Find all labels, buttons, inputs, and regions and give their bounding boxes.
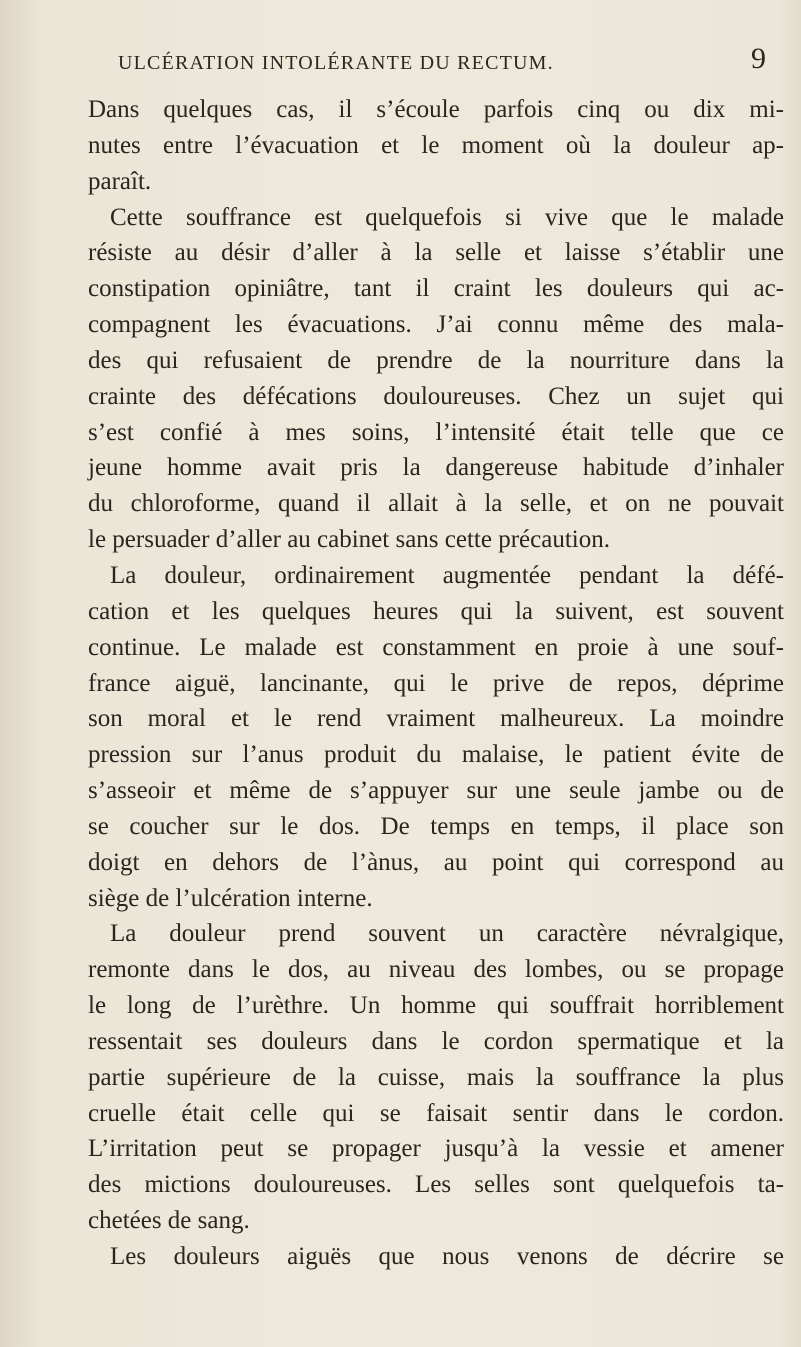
text-line: Dans quelques cas, il s’écoule parfois cinq ou dix mi- [88,96,784,123]
text-line: des mictions douloureuses. Les selles sont quelquefois ta- [88,1171,784,1199]
text-line: cruelle était celle qui se faisait sentir dans le cordon. [88,1099,784,1127]
text-line: nutes entre l’évacuation et le moment où la douleur ap- [88,131,784,159]
text-line: des qui refusaient de prendre de la nourriture dans la [88,346,784,374]
text-line: pression sur l’anus produit du malaise, le patient évite de [88,741,784,769]
text-line: s’est confié à mes soins, l’intensité était telle que ce [88,418,784,446]
text-line: se coucher sur le dos. De temps en temps, il place son [88,812,784,840]
text-line: La douleur, ordinairement augmentée pendant la défé- [110,561,784,589]
text-line: ressentait ses douleurs dans le cordon spermatique et la [88,1027,784,1055]
text-line: le long de l’urèthre. Un homme qui souffrait horriblement [88,992,784,1020]
text-line: La douleur prend souvent un caractère névralgique, [110,920,784,948]
text-line: son moral et le rend vraiment malheureux. La moindre [88,705,784,733]
text-line: constipation opiniâtre, tant il craint les douleurs qui ac- [88,275,784,303]
text-line: s’asseoir et même de s’appuyer sur une seule jambe ou de [88,777,784,805]
text-line: jeune homme avait pris la dangereuse habitude d’inhaler [88,454,784,482]
text-line: le persuader d’aller au cabinet sans cette précaution. [88,526,610,554]
text-line: chetées de sang. [88,1207,250,1235]
text-line: continue. Le malade est constamment en proie à une souf- [88,633,784,661]
text-line: compagnent les évacuations. J’ai connu même des mala- [88,311,784,339]
text-line: remonte dans le dos, au niveau des lombes, ou se propage [88,956,784,984]
text-line: france aiguë, lancinante, qui le prive de repos, déprime [88,669,784,697]
text-line: du chloroforme, quand il allait à la selle, et on ne pouvait [88,490,784,518]
text-line: paraît. [88,167,152,195]
page-number: 9 [751,42,766,75]
text-line: Cette souffrance est quelquefois si vive que le malade [110,203,784,231]
text-line: Les douleurs aiguës que nous venons de décrire se [110,1243,784,1270]
text-line: crainte des défécations douloureuses. Chez un sujet qui [88,382,784,410]
text-line: cation et les quelques heures qui la suivent, est souvent [88,597,784,625]
text-line: siège de l’ulcération interne. [88,884,373,912]
running-title: ULCÉRATION INTOLÉRANTE DU RECTUM. [118,52,554,74]
text-line: résiste au désir d’aller à la selle et laisse s’établir une [88,239,784,267]
body-text [88,92,784,1275]
text-line: L’irritation peut se propager jusqu’à la vessie et amener [88,1135,784,1163]
text-line: partie supérieure de la cuisse, mais la souffrance la plus [88,1063,784,1091]
text-line: doigt en dehors de l’ànus, au point qui correspond au [88,848,784,876]
